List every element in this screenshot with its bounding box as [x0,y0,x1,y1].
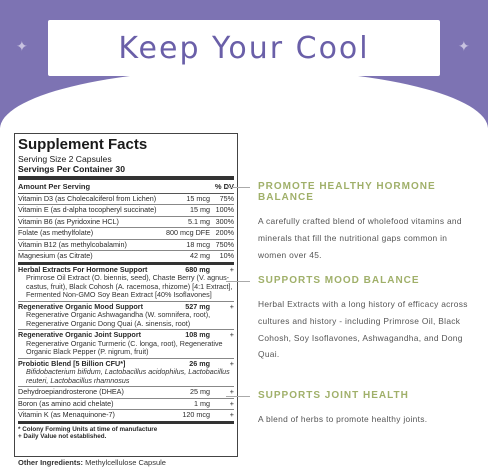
facts-header [18,182,234,193]
blend-name: Regenerative Organic Mood Support [18,301,143,311]
nutrient-row [18,205,234,216]
blend-dv: + [229,330,234,340]
nutrient-amount: 5.1 mg [188,216,210,226]
nutrient-name: Vitamin D3 (as Cholecalciferol from Lichen) [18,193,157,203]
nutrient-amount: 120 mcg [182,410,210,420]
other-ingredients [18,458,166,467]
blend-name: Herbal Extracts For Hormone Support [18,264,148,274]
benefit-hormone [258,181,474,263]
blend-group [18,359,234,387]
blend-group [18,330,234,358]
nutrient-dv: + [229,398,234,408]
nutrient-dv: 75% [219,193,234,203]
nutrient-row [18,410,234,423]
blend-name: Regenerative Organic Joint Support [18,330,142,340]
sparkle-icon: ✦ [458,38,470,54]
nutrient-name: Folate (as methylfolate) [18,228,94,238]
benefit-title: SUPPORTS JOINT HEALTH [258,390,474,401]
nutrient-amount: 1 mg [194,398,210,408]
blend-ingredients: Primrose Oil Extract (O. biennis, seed), Chaste Berry (V. agnus-castus, fruit), Black Cohosh (A. racemosa, rhizome) [4:1 Extract], Fermented Non-GMO Soy Bean Extract [40% Isoflavones] [26,273,233,300]
divider [18,176,234,180]
nutrient-name: Magnesium (as Citrate) [18,251,93,261]
serving-size: Serving Size 2 Capsules [18,153,112,164]
nutrient-row [18,240,234,251]
blend-ingredients: Regenerative Organic Turmeric (C. longa, root), Regenerative Organic Black Pepper (P. nigrum, fruit) [26,338,223,357]
nutrient-name: Vitamin B6 (as Pyridoxine HCL) [18,216,119,226]
nutrient-row [18,217,234,228]
nutrient-row [18,399,234,410]
blend-ingredients: Regenerative Organic Ashwagandha (W. somnifera, root), Regenerative Organic Dong Quai (A. sinensis, root) [26,310,211,328]
benefit-body: A carefully crafted blend of wholefood vitamins and minerals that fill the nutritional gaps common in women over 45. [258,216,462,260]
blend-dv: + [229,264,234,274]
blend-name: Probiotic Blend [5 Billion CFU*] [18,358,126,368]
blend-amount: 26 mg [189,358,210,368]
nutrient-dv: 10% [219,251,234,261]
nutrient-amount: 15 mcg [186,193,210,203]
blend-group [18,302,234,330]
nutrient-name: Dehydroepiandrosterone (DHEA) [18,387,124,397]
sparkle-icon: ✦ [16,38,28,54]
benefit-mood [258,275,474,363]
page-title: Keep Your Cool [118,30,370,66]
nutrient-name: Vitamin K (as Menaquinone-7) [18,410,115,420]
nutrient-row [18,194,234,205]
benefit-body: A blend of herbs to promote healthy joints. [258,414,428,424]
nutrient-name: Boron (as amino acid chelate) [18,398,114,408]
nutrient-name: Vitamin B12 (as methylcobalamin) [18,239,127,249]
nutrient-dv: + [229,410,234,420]
nutrient-dv: 100% [215,205,234,215]
nutrient-amount: 18 mcg [186,239,210,249]
blend-amount: 108 mg [185,330,210,340]
footnote [18,424,234,442]
nutrient-row [18,228,234,239]
other-ingredients-value: Methylcellulose Capsule [85,458,166,467]
nutrient-dv: + [229,387,234,397]
nutrient-dv: 200% [215,228,234,238]
nutrient-amount: 800 mcg DFE [166,228,210,238]
blend-amount: 527 mg [185,301,210,311]
nutrient-dv: 750% [215,239,234,249]
blend-ingredients: Bifidobacterium bifidum, Lactobacillus acidophilus, Lactobacillus reuteri, Lactobacillus rhamnosus [26,367,230,385]
nutrient-amount: 15 mg [190,205,210,215]
blend-dv: + [229,358,234,368]
nutrient-name: Vitamin E (as d-alpha tocopheryl succinate) [18,205,157,215]
benefit-joint [258,390,474,428]
nutrient-dv: 300% [215,216,234,226]
dv-header: % DV [214,182,234,192]
footnote-cfu: * Colony Forming Units at time of manufacture [18,425,158,433]
nutrient-row [18,251,234,264]
blend-dv: + [229,301,234,311]
benefit-title: SUPPORTS MOOD BALANCE [258,275,474,286]
amount-header: Amount Per Serving [18,182,91,192]
other-ingredients-label: Other Ingredients: [18,458,84,467]
banner-card [48,20,440,76]
blend-amount: 680 mg [185,264,210,274]
supplement-facts-panel [14,133,238,457]
servings-per-container: Servings Per Container 30 [18,163,125,174]
blend-group [18,265,234,302]
nutrient-amount: 42 mg [190,251,210,261]
nutrient-row [18,387,234,398]
benefit-body: Herbal Extracts with a long history of efficacy across cultures and history - including Primrose Oil, Black Cohosh, Soy Isoflavones, Ashwagandha, and Dong Quai. [258,299,468,360]
benefit-title: PROMOTE HEALTHY HORMONE BALANCE [258,181,474,203]
footnote-dv: + Daily Value not established. [18,433,107,441]
facts-title: Supplement Facts [18,136,148,153]
nutrient-amount: 25 mg [190,387,210,397]
